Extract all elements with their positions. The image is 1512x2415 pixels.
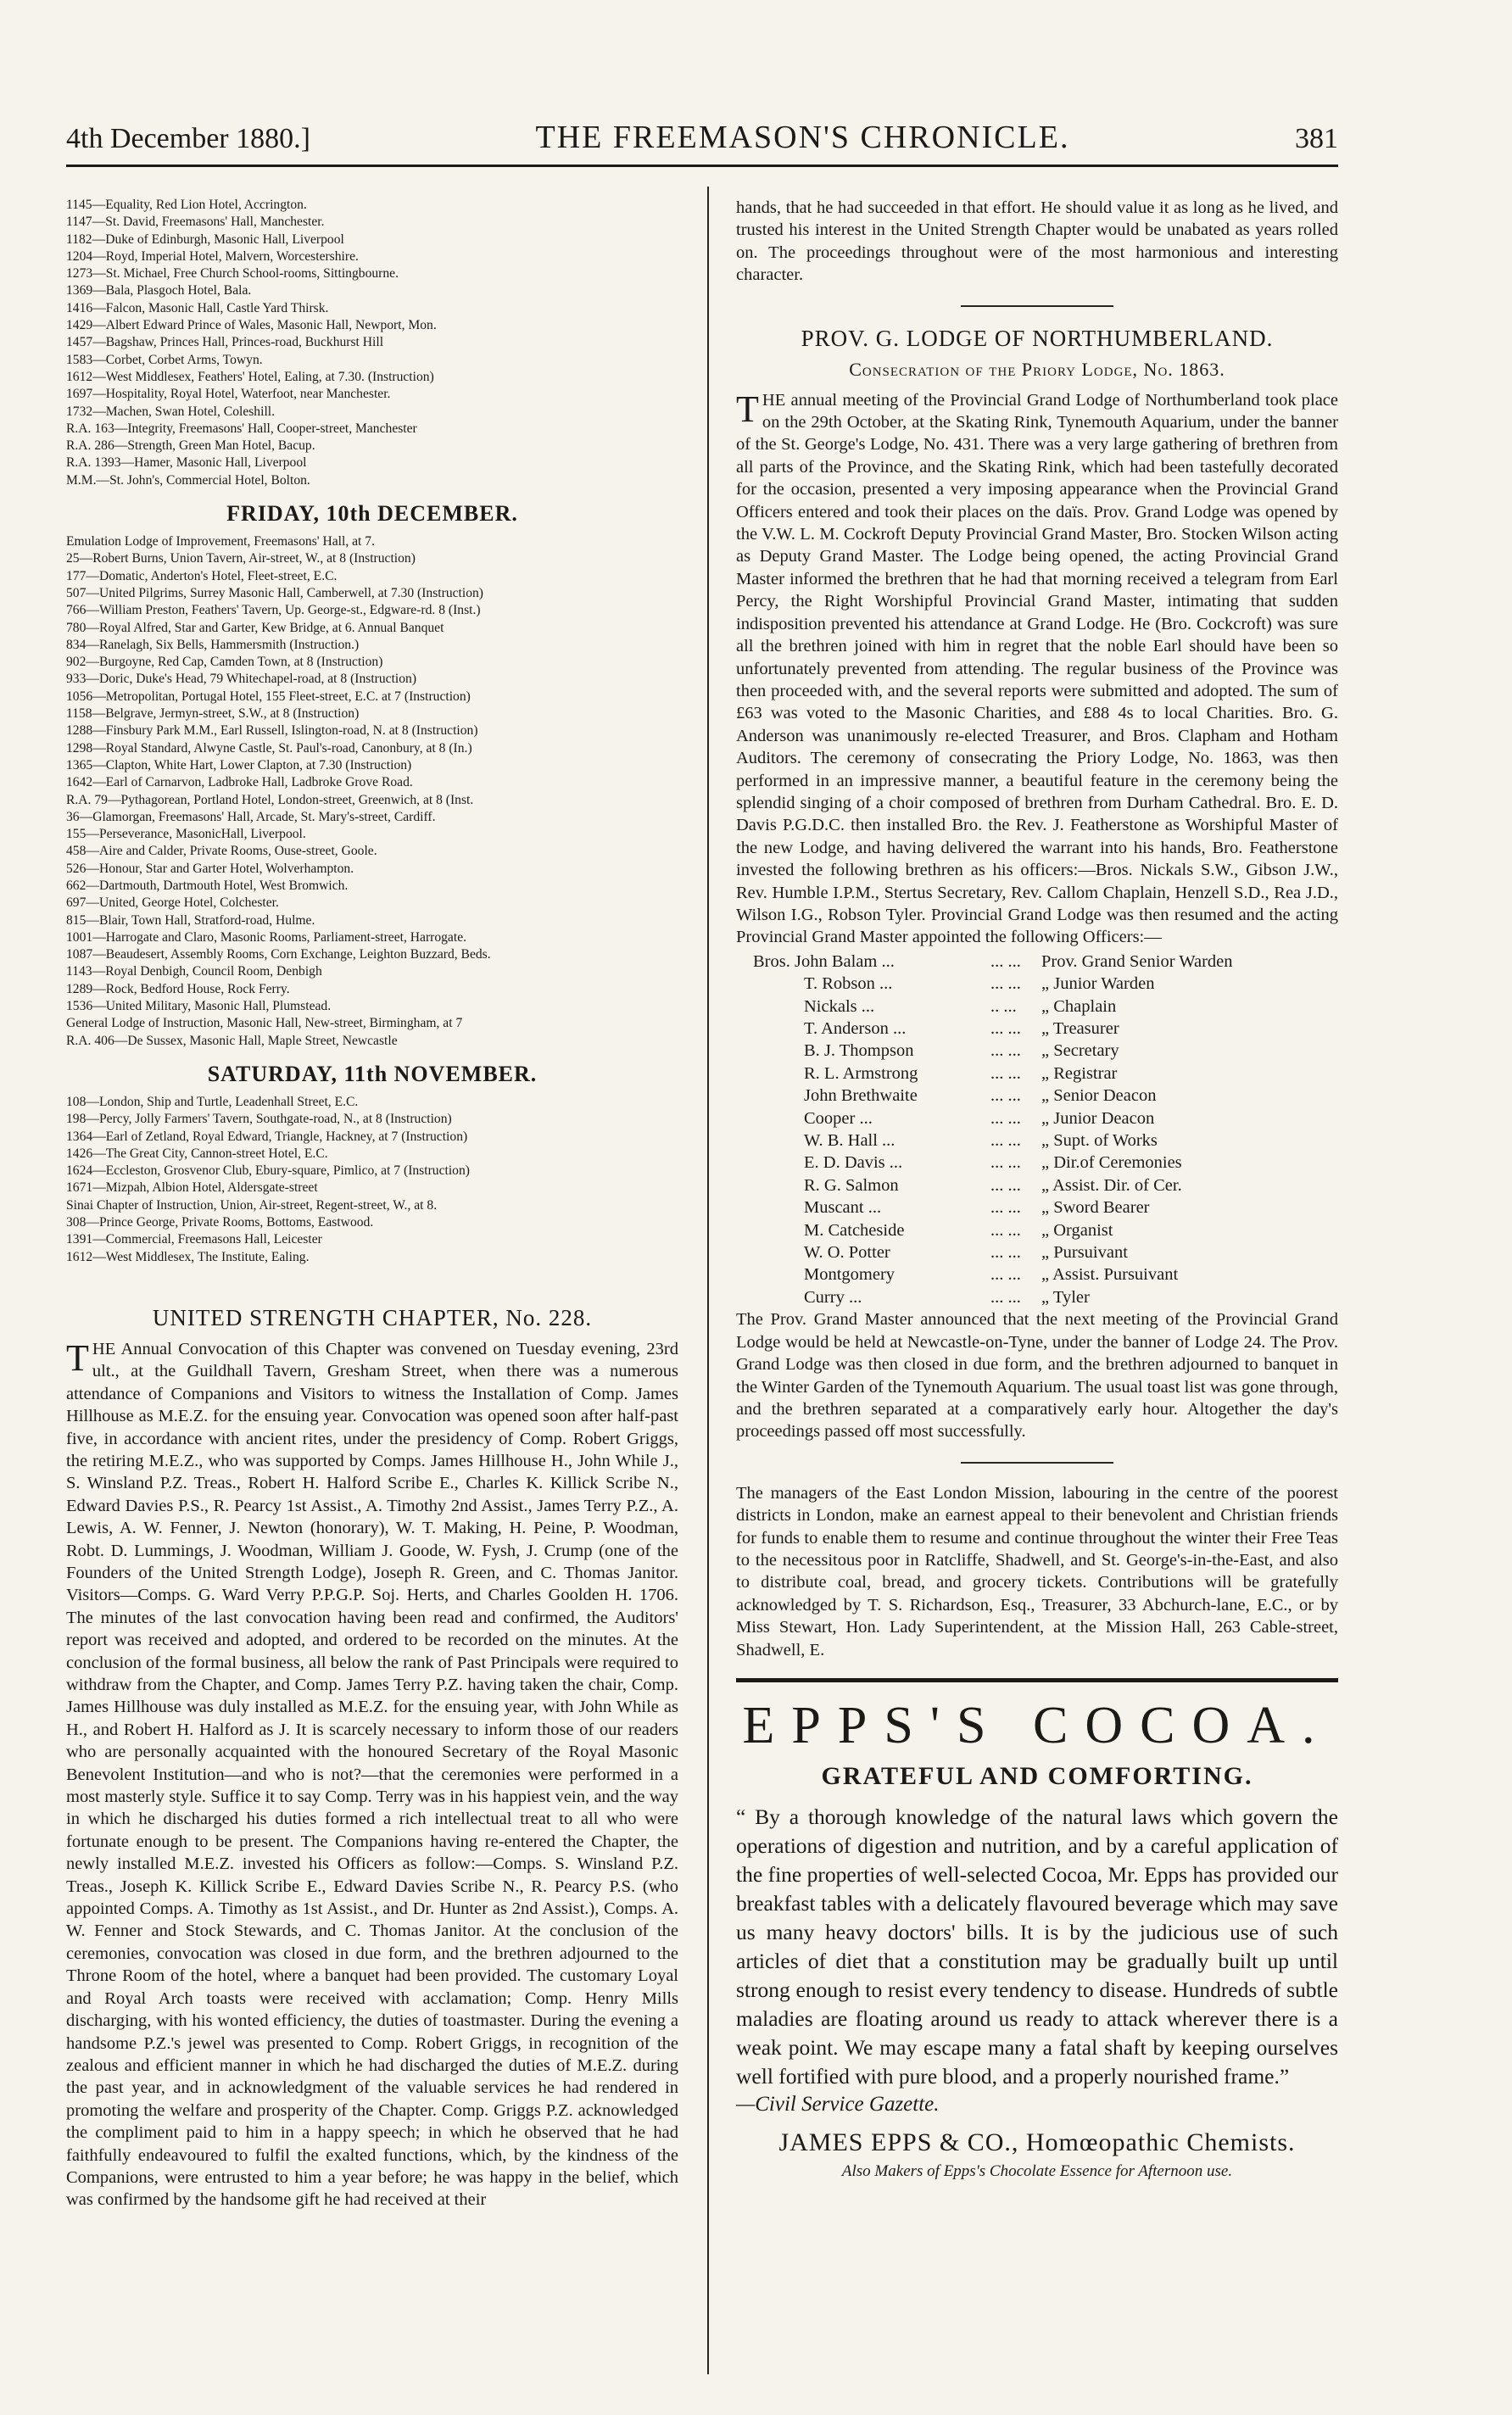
meeting-entry: 1457—Bagshaw, Princes Hall, Princes-road, Buckhurst Hill: [66, 335, 384, 350]
officer-title: „ Dir.of Ceremonies: [1041, 1153, 1182, 1173]
meeting-entry: 834—Ranelagh, Six Bells, Hammersmith (Instruction.): [66, 637, 360, 652]
cocoa-advert: [736, 1696, 1338, 2181]
meeting-entry: 1612—West Middlesex, Feathers' Hotel, Ealing, at 7.30. (Instruction): [66, 369, 434, 384]
prov-lodge-subtitle: Consecration of the Priory Lodge, No. 1863.: [849, 358, 1225, 380]
meeting-entry: 1158—Belgrave, Jermyn-street, S.W., at 8 (Instruction): [66, 706, 360, 722]
meeting-entry: 526—Honour, Star and Garter Hotel, Wolverhampton.: [66, 861, 354, 876]
officer-title: „ Assist. Dir. of Cer.: [1041, 1175, 1182, 1195]
officer-row: [736, 996, 1338, 1018]
officer-name: Montgomery: [804, 1265, 895, 1285]
officer-name: T. Anderson ...: [804, 1019, 907, 1038]
officer-title: „ Tyler: [1041, 1287, 1090, 1307]
officer-leader-dots: .. ...: [990, 996, 1017, 1016]
officer-title: Prov. Grand Senior Warden: [1041, 951, 1233, 971]
officer-title: „ Secretary: [1041, 1041, 1119, 1061]
officer-row: [736, 1129, 1338, 1152]
saturday-heading: SATURDAY, 11th NOVEMBER.: [207, 1061, 538, 1086]
officer-title: „ Junior Warden: [1041, 974, 1155, 994]
meeting-entry: R.A. 163—Integrity, Freemasons' Hall, Cooper-street, Manchester: [66, 421, 417, 436]
meeting-entry: General Lodge of Instruction, Masonic Hall, New-street, Birmingham, at 7: [66, 1016, 463, 1031]
meeting-entry: R.A. 286—Strength, Green Man Hotel, Bacup.: [66, 438, 315, 454]
meeting-entry: 1001—Harrogate and Claro, Masonic Rooms, Parliament-street, Harrogate.: [66, 929, 467, 945]
saturday-london-list: [66, 1094, 678, 1214]
section-divider-2: [961, 1462, 1113, 1464]
officer-row: [736, 1152, 1338, 1174]
meeting-entry: 1145—Equality, Red Lion Hotel, Accrington.: [66, 198, 307, 212]
officer-leader-dots: ... ...: [990, 974, 1021, 994]
meeting-entry: 308—Prince George, Private Rooms, Bottoms, Eastwood.: [66, 1215, 374, 1230]
meeting-entry: 1583—Corbet, Corbet Arms, Towyn.: [66, 352, 263, 367]
meeting-entry: 155—Perseverance, MasonicHall, Liverpool.: [66, 827, 306, 842]
officer-title: „ Organist: [1041, 1220, 1113, 1240]
officer-name: W. B. Hall ...: [804, 1131, 895, 1151]
meeting-entry: 36—Glamorgan, Freemasons' Hall, Arcade, St. Mary's-street, Cardiff.: [66, 809, 436, 824]
officer-title: „ Treasurer: [1041, 1019, 1119, 1038]
officer-name: Bros. John Balam ...: [753, 951, 895, 971]
meeting-entry: 177—Domatic, Anderton's Hotel, Fleet-street, E.C.: [66, 568, 338, 583]
advert-top-rule: [736, 1678, 1338, 1682]
meeting-entry: 1624—Eccleston, Grosvenor Club, Ebury-square, Pimlico, at 7 (Instruction): [66, 1163, 470, 1179]
meeting-entry: 1612—West Middlesex, The Institute, Ealing.: [66, 1249, 310, 1264]
meeting-entry: 1642—Earl of Carnarvon, Ladbroke Hall, Ladbroke Grove Road.: [66, 775, 413, 790]
officer-name: E. D. Davis ...: [804, 1153, 903, 1173]
meeting-entry: 766—William Preston, Feathers' Tavern, Up. George-st., Edgware-rd. 8 (Inst.): [66, 603, 481, 618]
officer-leader-dots: ... ...: [990, 1198, 1021, 1218]
meeting-entry: 1536—United Military, Masonic Hall, Plumstead.: [66, 999, 332, 1014]
friday-heading: FRIDAY, 10th DECEMBER.: [226, 501, 518, 527]
meeting-entry: Sinai Chapter of Instruction, Union, Air-street, Regent-street, W., at 8.: [66, 1197, 438, 1213]
meeting-entry: 198—Percy, Jolly Farmers' Tavern, Southgate-road, N., at 8 (Instruction): [66, 1112, 452, 1127]
officer-leader-dots: ... ...: [990, 1175, 1021, 1195]
meeting-entry: 1426—The Great City, Cannon-street Hotel, E.C.: [66, 1146, 328, 1161]
friday-london-list: [66, 533, 678, 809]
meeting-entry: 1289—Rock, Bedford House, Rock Ferry.: [66, 981, 290, 996]
advert-note: Also Makers of Epps's Chocolate Essence for Afternoon use.: [841, 2161, 1233, 2180]
officer-leader-dots: ... ...: [990, 1243, 1021, 1263]
meeting-entry: 1416—Falcon, Masonic Hall, Castle Yard Thirsk.: [66, 300, 329, 315]
officer-name: B. J. Thompson: [804, 1041, 914, 1061]
officer-name: Muscant ...: [804, 1198, 882, 1218]
advert-text: “ By a thorough knowledge of the natural laws which govern the operations of digestion and nutrition, and by a careful application of the fine properties of well-selected Cocoa, Mr. Epps has provided our breakfast tables with a delicately flavoured beverage which may save us many heavy doctors' bills. It is by the judicious use of such articles of diet that a constitution may be gradually built up until strong enough to resist every tendency to disease. Hundreds of subtle maladies are floating around us ready to attack wherever there is a weak point. We may escape many a fatal shaft by keeping ourselves well fortified with pure blood, and a properly nourished frame.”: [736, 1804, 1338, 2089]
page-header: [66, 119, 1338, 167]
meeting-entry: 933—Doric, Duke's Head, 79 Whitechapel-road, at 8 (Instruction): [66, 672, 417, 687]
meeting-entry: 1369—Bala, Plasgoch Hotel, Bala.: [66, 283, 252, 298]
meeting-entry: 902—Burgoyne, Red Cap, Camden Town, at 8 (Instruction): [66, 655, 383, 670]
meeting-entry: 780—Royal Alfred, Star and Garter, Kew Bridge, at 6. Annual Banquet: [66, 620, 444, 635]
officer-leader-dots: ... ...: [990, 1265, 1021, 1285]
officer-leader-dots: ... ...: [990, 951, 1021, 971]
officer-name: M. Catcheside: [804, 1220, 905, 1240]
officer-leader-dots: ... ...: [990, 1287, 1021, 1307]
officer-leader-dots: ... ...: [990, 1063, 1021, 1083]
meeting-entry: 108—London, Ship and Turtle, Leadenhall Street, E.C.: [66, 1094, 359, 1109]
officer-title: „ Assist. Pursuivant: [1041, 1265, 1179, 1285]
officer-title: „ Supt. of Works: [1041, 1131, 1158, 1151]
meeting-entry: 1391—Commercial, Freemasons Hall, Leicester: [66, 1232, 322, 1247]
officer-name: Cooper ...: [804, 1108, 873, 1128]
meeting-entry: 1697—Hospitality, Royal Hotel, Waterfoot, near Manchester.: [66, 387, 391, 402]
officer-row: [736, 1286, 1338, 1308]
advert-subtitle: GRATEFUL AND COMFORTING.: [821, 1761, 1253, 1790]
officer-title: „ Pursuivant: [1041, 1243, 1128, 1263]
officer-name: R. L. Armstrong: [804, 1063, 918, 1083]
prov-lodge-body: [736, 389, 1338, 949]
meeting-entry: 1273—St. Michael, Free Church School-rooms, Sittingbourne.: [66, 266, 399, 282]
officer-title: „ Junior Deacon: [1041, 1108, 1155, 1128]
column-divider: [707, 187, 709, 2374]
officer-row: [736, 1107, 1338, 1129]
meeting-entry: R.A. 1393—Hamer, Masonic Hall, Liverpool: [66, 455, 307, 471]
meeting-entry: 1204—Royd, Imperial Hotel, Malvern, Worcestershire.: [66, 248, 359, 264]
left-column: [66, 197, 678, 2211]
meeting-entry: Emulation Lodge of Improvement, Freemasons' Hall, at 7.: [66, 534, 375, 549]
advert-firm: JAMES EPPS & CO., Homœopathic Chemists.: [778, 2128, 1296, 2156]
meeting-entry: 1056—Metropolitan, Portugal Hotel, 155 Fleet-street, E.C. at 7 (Instruction): [66, 689, 471, 704]
officer-row: [736, 1241, 1338, 1263]
officer-leader-dots: ... ...: [990, 1041, 1021, 1061]
officer-row: [736, 1062, 1338, 1085]
officer-leader-dots: ... ...: [990, 1220, 1021, 1240]
meeting-entry: 507—United Pilgrims, Surrey Masonic Hall, Camberwell, at 7.30 (Instruction): [66, 585, 483, 600]
officer-row: [736, 1085, 1338, 1107]
meeting-list-top: [66, 197, 678, 489]
officer-title: „ Registrar: [1041, 1063, 1118, 1083]
officer-row: [736, 973, 1338, 995]
meeting-entry: 1364—Earl of Zetland, Royal Edward, Triangle, Hackney, at 7 (Instruction): [66, 1129, 468, 1144]
officer-leader-dots: ... ...: [990, 1019, 1021, 1038]
meeting-entry: 1182—Duke of Edinburgh, Masonic Hall, Liverpool: [66, 231, 344, 247]
meeting-entry: 1732—Machen, Swan Hotel, Coleshill.: [66, 404, 276, 419]
right-column: [736, 197, 1338, 2181]
saturday-provinces-list: [66, 1214, 678, 1266]
officer-row: [736, 1174, 1338, 1196]
advert-title: EPPS'S COCOA.: [742, 1696, 1332, 1754]
prov-lodge-title: PROV. G. LODGE OF NORTHUMBERLAND.: [801, 325, 1274, 351]
officer-row: [736, 1196, 1338, 1219]
officer-name: T. Robson ...: [804, 974, 893, 994]
chapter-continuation: hands, that he had succeeded in that effort. He should value it as long as he lived, and trusted his interest in the United Strength Chapter would be unabated as years rolled on. The proceedings throughout were of the most harmonious and interesting character.: [736, 198, 1338, 285]
friday-provinces-list: [66, 809, 678, 1050]
officer-title: „ Sword Bearer: [1041, 1198, 1150, 1218]
meeting-entry: 25—Robert Burns, Union Tavern, Air-street, W., at 8 (Instruction): [66, 551, 416, 566]
mission-notice: The managers of the East London Mission, labouring in the centre of the poorest districts in London, make an earnest appeal to their benevolent and Christian friends for funds to enable them to resume and continue throughout the winter their Free Teas to the necessitous poor in Ratcliffe, Shadwell, and St. George's-in-the-East, and also to distribute coal, bread, and grocery tickets. Contributions will be gratefully acknowledged by T. S. Richardson, Esq., Treasurer, 33 Abchurch-lane, E.C., or by Miss Stewart, Hon. Lady Superintendent, at the Mission Hall, 263 Cable-street, Shadwell, E.: [736, 1483, 1338, 1659]
officer-leader-dots: ... ...: [990, 1131, 1021, 1151]
officer-row: [736, 1263, 1338, 1286]
meeting-entry: 662—Dartmouth, Dartmouth Hotel, West Bromwich.: [66, 878, 349, 893]
officer-name: W. O. Potter: [804, 1243, 890, 1263]
chapter-article-body: [66, 1338, 678, 2211]
officer-title: „ Chaplain: [1041, 996, 1117, 1016]
meeting-entry: 1365—Clapton, White Hart, Lower Clapton, at 7.30 (Instruction): [66, 757, 412, 772]
officer-row: [736, 1219, 1338, 1241]
meeting-entry: 1143—Royal Denbigh, Council Room, Denbigh: [66, 964, 322, 979]
meeting-entry: 458—Aire and Calder, Private Rooms, Ouse-street, Goole.: [66, 844, 377, 859]
meeting-entry: R.A. 79—Pythagorean, Portland Hotel, London-street, Greenwich, at 8 (Inst.: [66, 792, 474, 807]
section-divider: [961, 305, 1113, 307]
header-date: 4th December 1880.]: [66, 123, 310, 154]
officer-row: [736, 1018, 1338, 1040]
officer-leader-dots: ... ...: [990, 1108, 1021, 1128]
meeting-entry: 1147—St. David, Freemasons' Hall, Manchester.: [66, 215, 325, 230]
prov-lodge-text: THE annual meeting of the Provincial Grand Lodge of Northumberland took place on the 29th October, at the Skating Rink, Tynemouth Aquarium, under the banner of the St. George's Lodge, No. 431. There was a very large gathering of brethren from all parts of the Province, and the Skating Rink, which had been tastefully decorated for the occasion, presented a very imposing appearance when the Provincial Grand Officers entered and took their places on the daïs. Prov. Grand Lodge was opened by the V.W. L. M. Cockroft Deputy Provincial Grand Master, Bro. Stocken Wilson acting as Deputy Grand Master. The Lodge being opened, the acting Provincial Grand Master informed the brethren that he had that morning received a telegram from Earl Percy, the Right Worshipful Provincial Grand Master, intimating that sudden indisposition prevented his attendance at Grand Lodge. He (Bro. Cockcroft) was sure all the brethren joined with him in regret that the noble Earl should have been so unfortunately prevented from attending. The regular business of the Province was then proceeded with, and the several reports were submitted and adopted. The sum of £63 was voted to the Masonic Charities, and £88 4s to local Charities. Bro. G. Anderson was unanimously re-elected Treasurer, and Bros. Clapham and Hotham Auditors. The ceremony of consecrating the Priory Lodge, No. 1863, was then performed in an impressive manner, a beautiful feature in the ceremony being the splendid singing of a choir composed of brethren from Durham Cathedral. Bro. E. D. Davis P.G.D.C. then installed Bro. the Rev. J. Featherstone as Worshipful Master of the new Lodge, and having delivered the warrant into his hands, Bro. Featherstone invested the following brethren as his officers:—Bros. Nickals S.W., Gibson J.W., Rev. Humble I.P.M., Stertus Secretary, Rev. Callom Chaplain, Henzell S.D., Rea J.D., Wilson I.G., Robson Tyler. Provincial Grand Lodge was then resumed and the acting Provincial Grand Master appointed the following Officers:—: [736, 388, 1338, 947]
officer-row: [736, 951, 1338, 973]
meeting-entry: R.A. 406—De Sussex, Masonic Hall, Maple Street, Newcastle: [66, 1033, 398, 1048]
meeting-entry: M.M.—St. John's, Commercial Hotel, Bolton.: [66, 472, 310, 488]
officer-title: „ Senior Deacon: [1041, 1086, 1157, 1106]
officer-leader-dots: ... ...: [990, 1153, 1021, 1173]
officer-leader-dots: ... ...: [990, 1086, 1021, 1106]
officer-name: R. G. Salmon: [804, 1175, 899, 1195]
meeting-entry: 815—Blair, Town Hall, Stratford-road, Hulme.: [66, 912, 315, 928]
page-number: 381: [1294, 123, 1338, 154]
advert-citation: —Civil Service Gazette.: [736, 2092, 940, 2116]
officer-name: John Brethwaite: [804, 1086, 918, 1106]
meeting-entry: 1429—Albert Edward Prince of Wales, Masonic Hall, Newport, Mon.: [66, 318, 437, 333]
officers-table: [736, 951, 1338, 1309]
meeting-entry: 1288—Finsbury Park M.M., Earl Russell, Islington-road, N. at 8 (Instruction): [66, 723, 478, 739]
meeting-entry: 1298—Royal Standard, Alwyne Castle, St. Paul's-road, Canonbury, at 8 (In.): [66, 740, 472, 756]
chapter-article-title: UNITED STRENGTH CHAPTER, No. 228.: [152, 1304, 593, 1330]
meeting-entry: 1671—Mizpah, Albion Hotel, Aldersgate-street: [66, 1180, 318, 1196]
officer-row: [736, 1040, 1338, 1062]
officer-name: Nickals ...: [804, 996, 875, 1016]
prov-lodge-closing: The Prov. Grand Master announced that the next meeting of the Provincial Grand Lodge would be held at Newcastle-on-Tyne, under the banner of Lodge 24. The Prov. Grand Lodge was then closed in due form, and the brethren adjourned to banquet in the Winter Garden of the Tynemouth Aquarium. The usual toast list was gone through, and the brethren separated at a comparatively early hour. Altogether the day's proceedings passed off most successfully.: [736, 1310, 1338, 1442]
officer-name: Curry ...: [804, 1287, 862, 1307]
meeting-entry: 1087—Beaudesert, Assembly Rooms, Corn Exchange, Leighton Buzzard, Beds.: [66, 947, 491, 962]
meeting-entry: 697—United, George Hotel, Colchester.: [66, 895, 279, 911]
chapter-article-text: THE Annual Convocation of this Chapter was convened on Tuesday evening, 23rd ult., at the Guildhall Tavern, Gresham Street, when there was a numerous attendance of Companions and Visitors to witness the Installation of Comp. James Hillhouse as M.E.Z. for the ensuing year. Convocation was opened soon after half-past five, in accordance with ancient rites, under the presidency of Comp. Robert Griggs, the retiring M.E.Z., who was supported by Comps. James Hillhouse H., John While J., S. Winsland P.Z. Treas., Robert H. Halford Scribe E., Charles K. Killick Scribe N., Edward Davies P.S., R. Pearcy 1st Assist., A. Timothy 2nd Assist., James Terry P.Z., A. Lewis, A. W. Fenner, J. Newton (honorary), W. T. Making, H. Peine, P. Woodman, Robt. D. Lummings, J. Woodman, William J. Goode, W. Fysh, J. Crump (one of the Founders of the United Strength Lodge), Joseph R. Green, and C. Thomas Janitor. Visitors—Comps. G. Ward Verry P.P.G.P. Soj. Herts, and Charles Goolden H. 1706. The minutes of the last convocation having been read and confirmed, the Auditors' report was received and adopted, and ordered to be recorded on the minutes. At the conclusion of the formal business, all below the rank of Past Principals were required to withdraw from the Chapter, and Comp. James Terry P.Z. having taken the chair, Comp. James Hillhouse was duly installed as M.E.Z. for the ensuing year, with John While as H., and Robert H. Halford as J. It is scarcely necessary to inform those of our readers who are personally acquainted with the honoured Secretary of the Royal Masonic Benevolent Institution—and who is not?—that the ceremonies were performed in a most masterly style. Suffice it to say Comp. Terry was in his happiest vein, and the way in which he discharged his duties formed a rich intellectual treat to all who were fortunate enough to be present. The Companions having re-entered the Chapter, the newly installed M.E.Z. invested his Officers as follow:—Comps. S. Winsland P.Z. Treas., Joseph K. Killick Scribe E., Edward Davies Scribe N., R. Pearcy P.S. (who appointed Comps. A. Timothy as 1st Assist., and Dr. Hunter as 2nd Assist.), Comps. A. W. Fenner and Stock Stewards, and C. Thomas Janitor. At the conclusion of the ceremonies, convocation was closed in due form, and the brethren adjourned to the Throne Room of the hotel, where a banquet had been provided. The customary Loyal and Royal Arch toasts were received with acclamation; Comp. Henry Mills discharging, with his wonted efficiency, the duties of toastmaster. During the evening a handsome P.Z.'s jewel was presented to Comp. Robert Griggs, in recognition of the zealous and efficient manner in which he had discharged the duties of M.E.Z. during the past year, and in acknowledgment of the valuable services he had rendered in promoting the welfare and prosperity of the Chapter. Comp. Griggs P.Z. acknowledged the compliment paid to him in a happy speech; in which he observed that he had faithfully endeavoured to fulfil the exalted functions, which, by the kindness of the Companions, were entrusted to him a year before; he was happy in the belief, which was confirmed by the handsome gift he had received at their: [66, 1336, 678, 2210]
masthead-title: THE FREEMASON'S CHRONICLE.: [535, 120, 1070, 155]
